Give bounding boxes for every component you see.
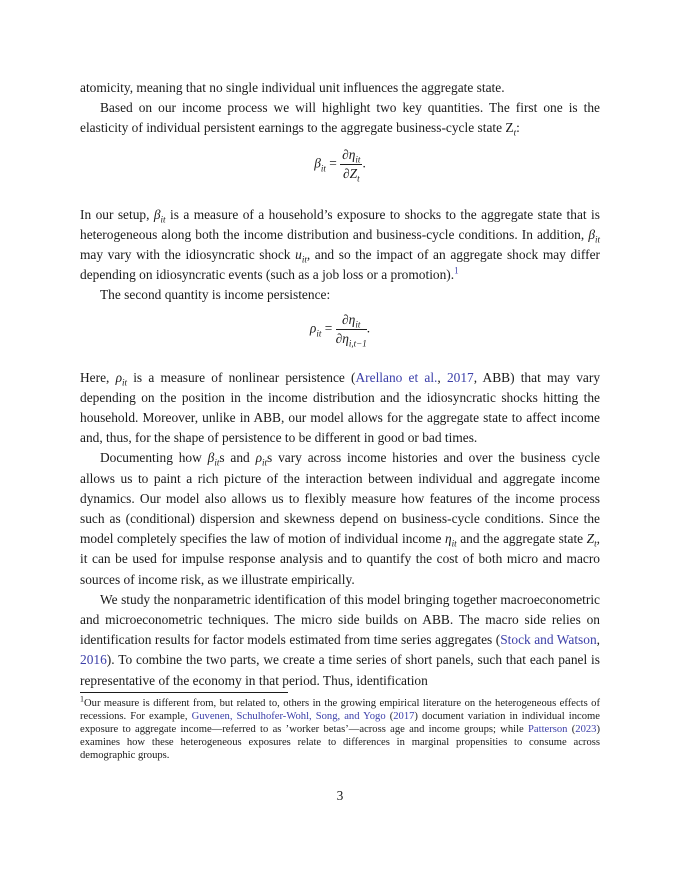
- citation-separator: ,: [437, 369, 447, 385]
- beta-subscript-2: it: [594, 234, 600, 245]
- paper-body: [80, 78, 600, 691]
- beta-subscript: it: [160, 214, 166, 225]
- eq1-denominator: ∂Z: [343, 165, 358, 181]
- footnote-rule: [80, 692, 288, 693]
- rho-symbol-2: ρ: [255, 450, 262, 466]
- paragraph-0: [80, 78, 600, 98]
- paragraph-2-text-c: may vary with the idiosyncratic shock: [80, 247, 296, 263]
- eq2-lhs: ρ: [309, 320, 317, 336]
- footnote-1: [80, 694, 600, 762]
- paragraph-5: [80, 448, 600, 589]
- footnote-ref-1[interactable]: 1: [454, 265, 459, 276]
- footnote-mark: 1: [80, 694, 84, 704]
- paragraph-2-text-b: is a measure of a household’s exposure to shocks to the aggregate state that is heterogeneous along both the income distribution and business-cycle conditions. In addition,: [80, 206, 600, 242]
- eq1-lhs: β: [314, 155, 321, 171]
- eq2-lhs-sub: it: [316, 327, 322, 338]
- paragraph-2-text-d: , and so the impact of an aggregate shock may differ depending on idiosyncratic events (such as a job loss or a promotion).: [80, 247, 600, 283]
- eq2-numerator: ∂η: [342, 311, 356, 327]
- u-subscript: it: [301, 254, 307, 265]
- u-symbol: u: [295, 247, 302, 263]
- paragraph-5-text-c: s vary across income histories and over the business cycle allows us to paint a rich picture of the interaction between individual and aggregate income dynamics. Our model also allows us to flexibly measure how features of the income process such as (conditional) dispersion and skewness depend on business-cycle conditions. Since the model completely specifies the law of motion of individual income: [80, 450, 600, 547]
- eq1-lhs-sub: it: [320, 162, 326, 173]
- footnote-text-a: Our measure is different from, but related to, others in the growing empirical literature on the heterogeneous effects of recessions. For example,: [80, 698, 600, 722]
- eq1-fraction: [340, 147, 362, 182]
- paragraph-2: [80, 205, 600, 286]
- paragraph-5-text-a: Documenting how: [100, 450, 208, 466]
- paragraph-2-text-a: In our setup,: [80, 206, 154, 222]
- equation-rho: [80, 306, 600, 368]
- eq1-period: .: [362, 155, 366, 171]
- rho-subscript: it: [122, 377, 128, 388]
- paragraph-4-text-c: , ABB) that may vary depending on the position in the income distribution and the idiosyncratic shocks hitting the household. Moreover, unlike in ABB, our model allows for the aggregate state to affect income and, thus, for the shape of persistence to be different in good or bad times.: [80, 369, 601, 446]
- beta-subscript-3: it: [214, 458, 220, 469]
- footnote-text-c: ) examines how these heterogeneous exposures relate to differences in marginal propensities to consume across demographic groups.: [80, 724, 600, 761]
- paragraph-1-text: Based on our income process we will highlight two key quantities. The first one is the elasticity of individual persistent earnings to the aggregate business-cycle state Z: [80, 100, 600, 136]
- eta-symbol: η: [444, 531, 452, 547]
- beta-symbol-3: β: [207, 450, 215, 466]
- rho-symbol: ρ: [115, 369, 122, 385]
- paragraph-3-text: The second quantity is income persistence:: [100, 287, 331, 303]
- rho-subscript-2: it: [262, 458, 268, 469]
- paragraph-4-text-a: Here,: [80, 369, 116, 385]
- citation-arellano-year[interactable]: 2017: [446, 369, 474, 385]
- eq2-equals: =: [324, 320, 333, 336]
- eq1-equals: =: [329, 155, 337, 171]
- paragraph-3: [80, 285, 600, 305]
- paragraph-6: [80, 590, 600, 691]
- citation-stock-watson-year[interactable]: 2016: [80, 652, 107, 668]
- citation-guvenen[interactable]: Guvenen, Schulhofer-Wohl, Song, and Yogo: [191, 711, 386, 722]
- paragraph-0-text: atomicity, meaning that no single individual unit influences the aggregate state.: [80, 80, 505, 95]
- paragraph-6-text-b: ). To combine the two parts, we create a time series of short panels, such that each panel is representative of the economy in that period. Thus, identification: [80, 652, 600, 688]
- paragraph-4-text-b: is a measure of nonlinear persistence (: [127, 369, 356, 385]
- z-subscript: t: [513, 128, 517, 139]
- eq1-numerator-sub: it: [355, 154, 361, 165]
- eta-subscript: it: [451, 538, 457, 549]
- citation-stock-watson[interactable]: Stock and Watson: [500, 632, 597, 648]
- z-subscript-2: t: [594, 538, 597, 549]
- z-symbol: Z: [586, 531, 595, 547]
- paragraph-1: [80, 98, 600, 138]
- equation-beta: [80, 139, 600, 205]
- footnote-paren-1: (: [385, 711, 394, 722]
- citation-separator-2: ,: [596, 632, 601, 648]
- eq2-period: .: [366, 320, 371, 336]
- paragraph-5-text-e: , it can be used for impulse response analysis and to quantify the cost of both micro and macro sources of income risk, as we illustrate empirically.: [80, 531, 600, 587]
- eq2-denominator: ∂η: [335, 330, 349, 346]
- citation-arellano[interactable]: Arellano et al.: [355, 369, 438, 385]
- paragraph-1-end: :: [516, 120, 520, 136]
- page-number: 3: [336, 788, 344, 803]
- footnote-text-b: ) document variation in individual income exposure to aggregate income—referred to as ’worker betas’—across age and income groups; while: [80, 711, 600, 735]
- footnote-paren-2: (: [567, 724, 576, 735]
- paragraph-4: [80, 368, 600, 449]
- beta-symbol-2: β: [588, 226, 595, 242]
- paragraph-6-text-a: We study the nonparametric identification of this model bringing together macroeconometric and microeconometric techniques. The micro side builds on ABB. The macro side relies on identification results for factor models estimated from time series aggregates (: [80, 591, 600, 648]
- citation-guvenen-year[interactable]: 2017: [393, 711, 415, 722]
- eq2-fraction: [336, 312, 367, 347]
- citation-patterson[interactable]: Patterson: [528, 724, 568, 735]
- eq2-numerator-sub: it: [355, 319, 361, 330]
- eq1-denominator-sub: t: [357, 173, 360, 184]
- eq2-denominator-sub: i,t−1: [348, 338, 367, 349]
- paragraph-5-text-b: s and: [219, 450, 256, 466]
- citation-patterson-year[interactable]: 2023: [575, 724, 597, 735]
- paragraph-5-text-d: and the aggregate state: [456, 531, 587, 547]
- eq1-numerator: ∂η: [342, 146, 356, 162]
- beta-symbol: β: [153, 206, 161, 222]
